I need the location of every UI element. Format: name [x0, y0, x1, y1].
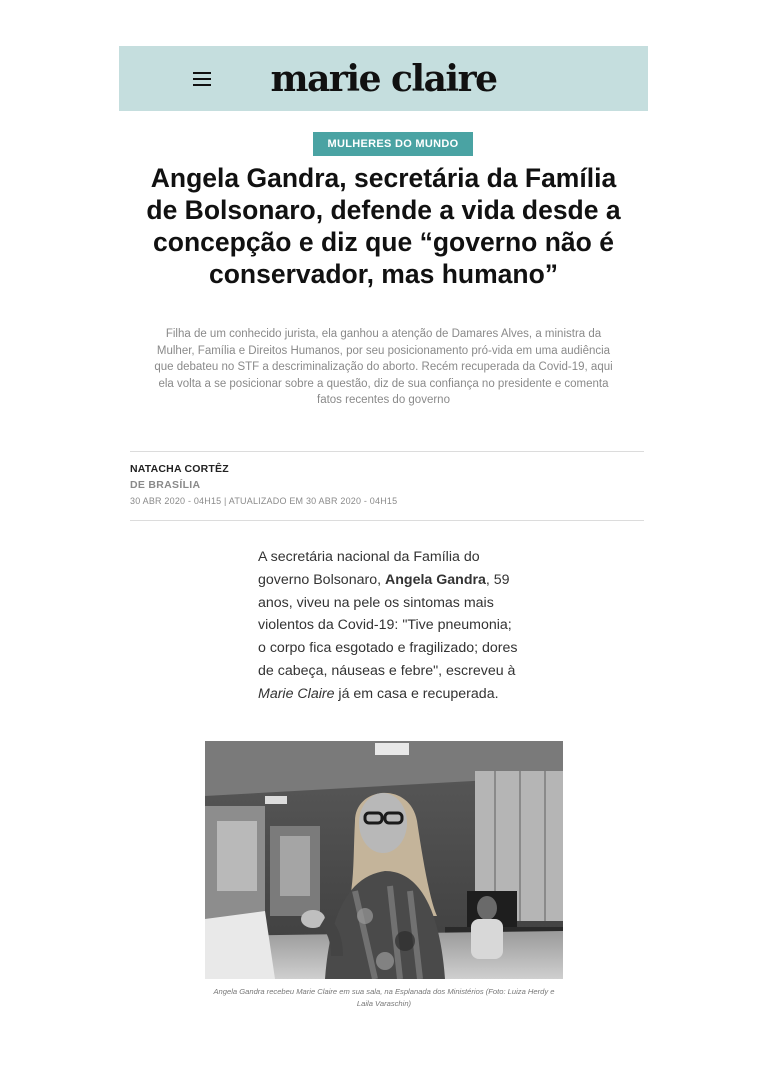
body-text-segment: , 59 anos, viveu na pele os sintomas mais violentos da Covid-19: "Tive pneumonia; o corpo fica esgotado e fragilizado; dores de cabeça, náuseas e febre", escreveu à: [258, 571, 518, 679]
magazine-name: Marie Claire: [258, 685, 335, 702]
person-name: Angela Gandra: [384, 571, 486, 588]
body-text-segment: A secretária nacional da Família do governo Bolsonaro,: [258, 549, 480, 588]
divider-bottom: [130, 520, 644, 521]
body-text-segment: já em casa e recuperada.: [334, 685, 499, 702]
article-photo-image: [205, 741, 563, 979]
article-headline: Angela Gandra, secretária da Família de Bolsonaro, defende a vida desde a concepção e diz que “governo não é conservador, mas humano”: [146, 163, 621, 289]
author-location: DE BRASÍLIA: [130, 479, 201, 491]
author-name[interactable]: NATACHA CORTÊZ: [130, 463, 229, 475]
article-lede: Filha de um conhecido jurista, ela ganhou a atenção de Damares Alves, a ministra da Mulher, Família e Direitos Humanos, por seu posicionamento pró-vida em uma audiência que debateu no STF a descriminalização do aborto. Recém recuperada da Covid-19, aqui ela volta a se posicionar sobre a questão, diz de sua confiança no presidente e comenta fatos recentes do governo: [154, 328, 613, 406]
publish-dates: 30 ABR 2020 - 04H15 | ATUALIZADO EM 30 ABR 2020 - 04H15: [130, 496, 398, 506]
article-photo[interactable]: [205, 741, 563, 979]
section-tag[interactable]: MULHERES DO MUNDO: [313, 132, 473, 156]
photo-caption: Angela Gandra recebeu Marie Claire em sua sala, na Esplanada dos Ministérios (Foto: Luiza Herdy e Laila Varaschin): [213, 987, 555, 1008]
site-logo[interactable]: marie claire: [270, 58, 497, 100]
divider-top: [130, 451, 644, 452]
site-header: [119, 46, 648, 111]
article-body-paragraph: [258, 546, 520, 706]
